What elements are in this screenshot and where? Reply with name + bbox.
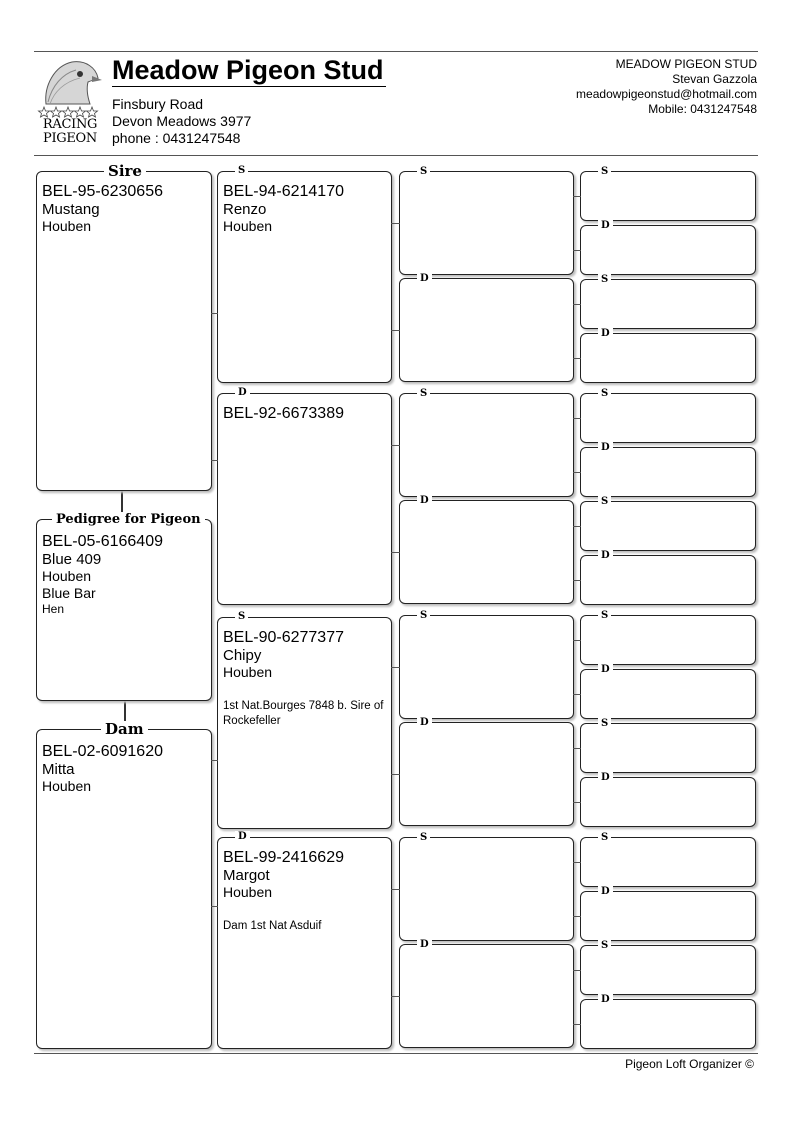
dam-sire-note: 1st Nat.Bourges 7848 b. Sire of Rockefeller <box>223 700 384 727</box>
gen4-box-7 <box>580 501 756 551</box>
gen4-label-13: S <box>598 832 611 843</box>
gen3-label-1: S <box>417 166 430 177</box>
logo-text <box>38 118 102 146</box>
contact-email: meadowpigeonstud@hotmail.com <box>576 87 757 101</box>
logo-text-line-2: PIGEON <box>43 131 97 146</box>
gen4-box-8 <box>580 555 756 605</box>
dam-dam-label: D <box>235 831 250 842</box>
gen2-gen3-connector-6 <box>391 774 400 775</box>
gen3-box-3 <box>399 393 574 497</box>
sire-sire-strain: Houben <box>223 218 273 234</box>
dam-strain: Houben <box>42 778 92 794</box>
gen3-label-6: D <box>417 717 432 728</box>
gen1-gen2-connector-2 <box>211 460 218 461</box>
pigeon-box <box>36 519 212 701</box>
gen4-box-12 <box>580 777 756 827</box>
sire-sire-label: S <box>235 165 248 176</box>
gen3-gen4-connector-6 <box>573 472 581 473</box>
gen3-label-5: S <box>417 610 430 621</box>
gen2-gen3-connector-4 <box>391 552 400 553</box>
gen3-gen4-connector-4 <box>573 358 581 359</box>
gen4-label-5: S <box>598 388 611 399</box>
dam-sire-strain: Houben <box>223 664 273 680</box>
page-title: Meadow Pigeon Stud <box>112 55 384 85</box>
gen4-box-13 <box>580 837 756 887</box>
gen3-gen4-connector-5 <box>573 418 581 419</box>
gen3-gen4-connector-12 <box>573 802 581 803</box>
gen4-box-16 <box>580 999 756 1049</box>
gen4-label-2: D <box>598 220 613 231</box>
gen4-box-1 <box>580 171 756 221</box>
gen3-gen4-connector-16 <box>573 1024 581 1025</box>
dam-dam-ring: BEL-99-2416629 <box>223 849 344 866</box>
gen1-gen2-connector-3 <box>211 760 218 761</box>
gen2-gen3-connector-8 <box>391 996 400 997</box>
gen4-label-10: D <box>598 664 613 675</box>
pigeon-ring: BEL-05-6166409 <box>42 533 163 550</box>
gen4-label-1: S <box>598 166 611 177</box>
gen3-gen4-connector-9 <box>573 640 581 641</box>
gen2-gen3-connector-7 <box>391 889 400 890</box>
gen4-box-15 <box>580 945 756 995</box>
pigeon-sex: Hen <box>42 602 65 616</box>
gen4-box-11 <box>580 723 756 773</box>
pigeon-name: Blue 409 <box>42 551 102 568</box>
gen4-label-14: D <box>598 886 613 897</box>
gen3-gen4-connector-8 <box>573 580 581 581</box>
address-line-1: Finsbury Road <box>112 96 204 112</box>
gen4-label-6: D <box>598 442 613 453</box>
gen4-label-7: S <box>598 496 611 507</box>
footer-rule <box>34 1053 758 1054</box>
gen3-gen4-connector-14 <box>573 916 581 917</box>
gen2-gen3-connector-1 <box>391 223 400 224</box>
logo-text-line-1: RACING <box>42 117 98 132</box>
sire-sire-ring: BEL-94-6214170 <box>223 183 344 200</box>
dam-sire-box <box>217 617 392 829</box>
top-rule <box>34 51 758 52</box>
dam-dam-box <box>217 837 392 1049</box>
sire-label: Sire <box>104 163 146 179</box>
gen3-label-2: D <box>417 273 432 284</box>
gen3-label-8: D <box>417 939 432 950</box>
gen3-box-2 <box>399 278 574 382</box>
dam-dam-strain: Houben <box>223 884 273 900</box>
header-rule <box>34 155 758 156</box>
gen4-box-4 <box>580 333 756 383</box>
dam-name: Mitta <box>42 761 75 778</box>
dam-sire-label: S <box>235 611 248 622</box>
contact-stud-name: MEADOW PIGEON STUD <box>615 57 757 71</box>
gen3-gen4-connector-7 <box>573 526 581 527</box>
gen4-box-10 <box>580 669 756 719</box>
dam-box <box>36 729 212 1049</box>
gen3-box-6 <box>399 722 574 826</box>
pigeon-strain: Houben <box>42 568 92 584</box>
gen4-box-14 <box>580 891 756 941</box>
address-line-2: Devon Meadows 3977 <box>112 113 252 129</box>
sire-dam-label: D <box>235 387 250 398</box>
dam-dam-note: Dam 1st Nat Asduif <box>223 920 322 932</box>
gen3-gen4-connector-1 <box>573 196 581 197</box>
footer-credit: Pigeon Loft Organizer © <box>625 1057 754 1071</box>
gen3-label-7: S <box>417 832 430 843</box>
gen4-box-9 <box>580 615 756 665</box>
dam-sire-ring: BEL-90-6277377 <box>223 629 344 646</box>
sire-name: Mustang <box>42 201 100 218</box>
contact-owner: Stevan Gazzola <box>672 72 757 86</box>
gen2-gen3-connector-5 <box>391 667 400 668</box>
dam-label: Dam <box>101 721 148 737</box>
sire-dam-ring: BEL-92-6673389 <box>223 405 344 422</box>
gen3-label-4: D <box>417 495 432 506</box>
stud-address <box>112 96 251 147</box>
dam-dam-name: Margot <box>223 867 270 884</box>
gen3-box-4 <box>399 500 574 604</box>
gen4-label-12: D <box>598 772 613 783</box>
gen4-label-4: D <box>598 328 613 339</box>
gen3-gen4-connector-10 <box>573 694 581 695</box>
gen4-box-3 <box>580 279 756 329</box>
gen2-gen3-connector-2 <box>391 330 400 331</box>
gen4-label-11: S <box>598 718 611 729</box>
gen2-gen3-connector-3 <box>391 445 400 446</box>
gen4-label-15: S <box>598 940 611 951</box>
gen3-box-5 <box>399 615 574 719</box>
gen3-gen4-connector-15 <box>573 970 581 971</box>
gen4-label-9: S <box>598 610 611 621</box>
gen1-gen2-connector-1 <box>211 313 218 314</box>
gen4-box-2 <box>580 225 756 275</box>
gen3-box-1 <box>399 171 574 275</box>
gen1-gen2-connector-4 <box>211 906 218 907</box>
gen4-label-16: D <box>598 994 613 1005</box>
gen4-label-8: D <box>598 550 613 561</box>
pigeon-color: Blue Bar <box>42 585 96 601</box>
gen3-box-8 <box>399 944 574 1048</box>
gen3-gen4-connector-3 <box>573 304 581 305</box>
contact-mobile: Mobile: 0431247548 <box>648 102 757 116</box>
sire-dam-box <box>217 393 392 605</box>
address-phone: phone : 0431247548 <box>112 130 241 146</box>
gen3-gen4-connector-13 <box>573 862 581 863</box>
pigeon-label: Pedigree for Pigeon <box>52 512 205 528</box>
gen4-label-3: S <box>598 274 611 285</box>
contact-info <box>576 57 757 117</box>
gen3-label-3: S <box>417 388 430 399</box>
gen3-gen4-connector-2 <box>573 250 581 251</box>
sire-strain: Houben <box>42 218 92 234</box>
sire-sire-box <box>217 171 392 383</box>
gen3-box-7 <box>399 837 574 941</box>
gen4-box-6 <box>580 447 756 497</box>
racing-pigeon-logo <box>36 56 102 148</box>
dam-ring: BEL-02-6091620 <box>42 743 163 760</box>
gen3-gen4-connector-11 <box>573 748 581 749</box>
dam-sire-name: Chipy <box>223 647 262 664</box>
sire-ring: BEL-95-6230656 <box>42 183 163 200</box>
gen4-box-5 <box>580 393 756 443</box>
sire-sire-name: Renzo <box>223 201 267 218</box>
sire-box <box>36 171 212 491</box>
